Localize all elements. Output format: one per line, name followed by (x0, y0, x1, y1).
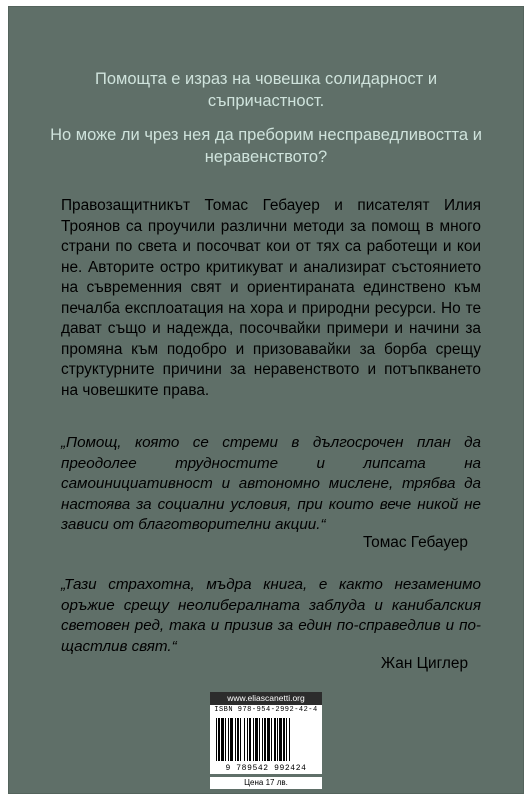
barcode-bar (277, 718, 278, 761)
publisher-url: www.eliascanetti.org (210, 692, 322, 705)
quote-author-ziegler: Жан Циглер (380, 655, 468, 672)
barcode-bar (244, 718, 245, 761)
barcode-bar (259, 718, 260, 761)
barcode-bar (262, 718, 263, 761)
barcode-bar (274, 718, 276, 761)
barcode-bar (218, 718, 220, 761)
quote-ziegler: „Тази страхотна, мъдра книга, е както незаменимо оръжие срещу неолибералната заблуда и канибалския световен ред, така и призив за един по-справедлив и по-щастлив свят.“ (61, 576, 481, 655)
barcode-bar (230, 718, 233, 761)
barcode-bar (253, 718, 254, 761)
barcode-bar (216, 718, 217, 761)
barcode-bar (225, 718, 226, 761)
barcode-bar (255, 718, 258, 761)
barcode-bar (228, 718, 229, 761)
barcode-bar (283, 718, 285, 761)
barcode-bars (210, 716, 322, 763)
barcode-bar (237, 718, 239, 761)
tagline (48, 68, 484, 180)
barcode-block (210, 692, 322, 788)
barcode-graphic (210, 716, 322, 763)
isbn-label: ISBN 978-954-2992-42-4 (210, 705, 322, 716)
barcode-bar (249, 718, 251, 761)
quote-gebauer: „Помощ, която се стреми в дългосрочен план да преодолее трудностите и липсата на самоинициативност и автономно мислене, трябва да настоява за социални условия, при които вече никой не зависи от благотворителни акции.“ (61, 434, 481, 533)
quote-author-gebauer: Томас Гебауер (362, 534, 468, 551)
barcode-bar (286, 718, 287, 761)
barcode-bar (271, 718, 272, 761)
barcode-bar (221, 718, 224, 761)
book-description: Правозащитникът Томас Гебауер и писателят Илия Троянов са проучили различни методи за помощ в много страни по света и посочват кои от тях са работещи и кои не. Авторите остро критикуват и анализират състоянието на съвременния свят и ориентираната единствено към печалба експлоатация на хора и природни ресурси. Но те дават също и надежда, посочвайки примери и начини за промяна към подобро и призовавайки за борба срещу структурните причини за неравенството и потъпкването на човешките права. (61, 197, 481, 399)
barcode-bar (247, 718, 248, 761)
barcode-bar (279, 718, 282, 761)
barcode-bar (264, 718, 266, 761)
back-cover (8, 6, 524, 794)
barcode-bar (289, 718, 290, 761)
barcode-bar (235, 718, 236, 761)
barcode-bar (240, 718, 241, 761)
barcode-bar (267, 718, 270, 761)
tagline-line-2: Но може ли чрез нея да преборим несправедливостта и неравенството? (50, 126, 482, 166)
tagline-line-1: Помощта е израз на човешка солидарност и съпричастност. (94, 70, 438, 110)
barcode-digits: 9 789542 992424 (210, 763, 322, 774)
price-label: Цена 17 лв. (210, 777, 322, 789)
